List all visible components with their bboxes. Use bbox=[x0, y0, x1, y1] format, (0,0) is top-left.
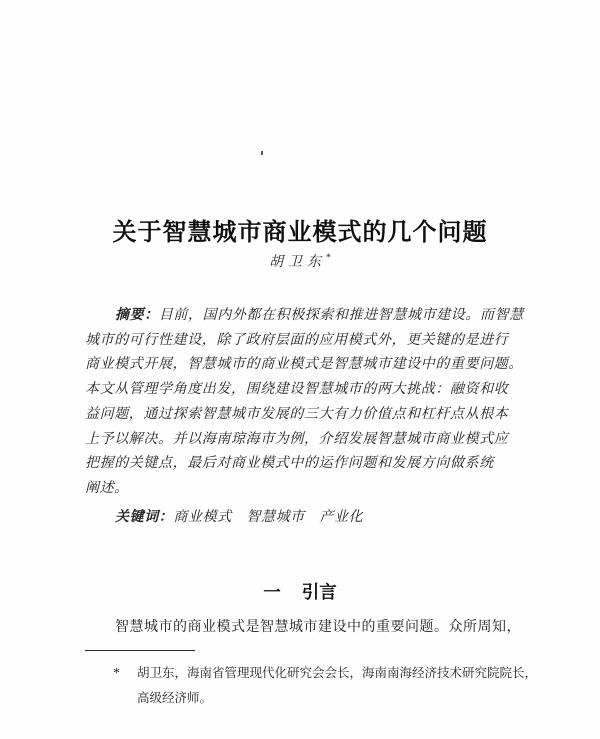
abstract-line: 把握的关键点，最后对商业模式中的运作问题和发展方向做系统 bbox=[85, 456, 494, 472]
intro-paragraph-first-line: 智慧城市的商业模式是智慧城市建设中的重要问题。众所周知， bbox=[115, 620, 521, 635]
abstract-block bbox=[85, 304, 524, 502]
section-heading-introduction bbox=[0, 579, 600, 604]
abstract-line: 益问题，通过探索智慧城市发展的三大有力价值点和杠杆点从根本 bbox=[85, 406, 509, 422]
keywords-text: 商业模式 智慧城市 产业化 bbox=[173, 510, 364, 525]
section-number: 一 bbox=[263, 581, 281, 602]
abstract-line: 上予以解决。并以海南琼海市为例，介绍发展智慧城市商业模式应 bbox=[85, 431, 509, 447]
footnote-text bbox=[137, 661, 537, 711]
keywords-label: 关键词： bbox=[115, 510, 174, 525]
footnote-divider bbox=[85, 650, 195, 651]
author-footnote-marker: * bbox=[326, 252, 331, 264]
abstract-label: 摘要： bbox=[115, 308, 159, 323]
footnote-marker: * bbox=[113, 666, 120, 681]
abstract-line: 本文从管理学角度出发，围绕建设智慧城市的两大挑战：融资和收 bbox=[85, 382, 509, 398]
section-title: 引言 bbox=[301, 581, 337, 602]
keywords-line bbox=[85, 506, 518, 526]
footnote-line: 高级经济师。 bbox=[137, 691, 213, 705]
abstract-text: 目前，国内外都在积极探索和推进智慧城市建设。而智慧 bbox=[158, 308, 524, 323]
author-line bbox=[0, 251, 600, 271]
scan-speck bbox=[261, 151, 263, 155]
abstract-line: 阐述。 bbox=[85, 480, 129, 496]
footnote-line: 胡卫东，海南省管理现代化研究会会长，海南南海经济技术研究院院长， bbox=[137, 666, 538, 680]
abstract-line: 城市的可行性建设，除了政府层面的应用模式外，更关键的是进行 bbox=[85, 332, 509, 348]
abstract-line: 商业模式开展，智慧城市的商业模式是智慧城市建设中的重要问题。 bbox=[85, 357, 523, 373]
author-name: 胡卫东 bbox=[269, 255, 326, 270]
paper-title: 关于智慧城市商业模式的几个问题 bbox=[112, 219, 488, 247]
abstract-line bbox=[85, 304, 524, 329]
footnote-block bbox=[113, 661, 538, 711]
